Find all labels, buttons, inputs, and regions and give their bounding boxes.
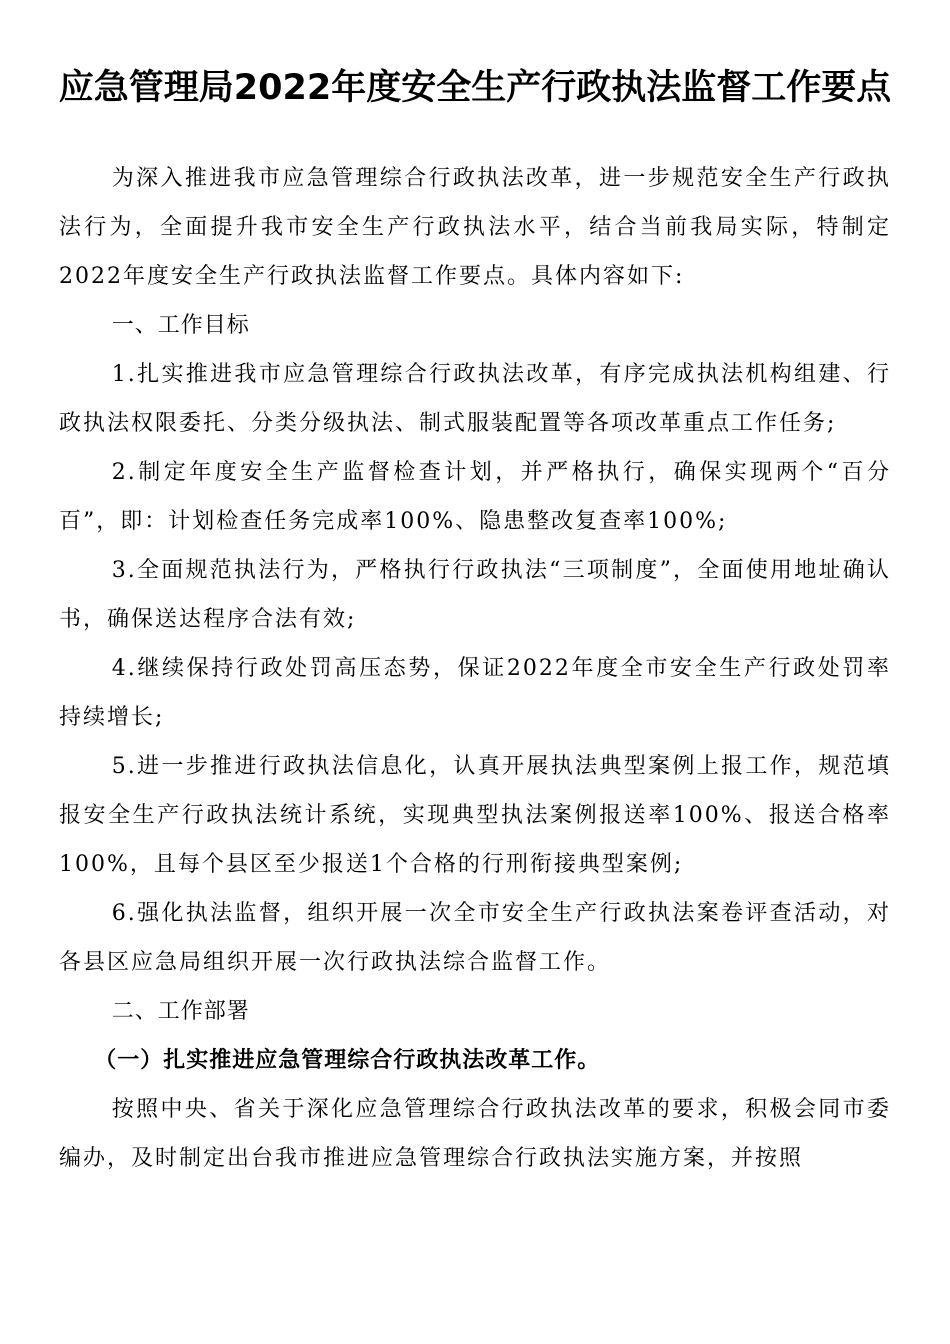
goal-item: 2.制定年度安全生产监督检查计划，并严格执行，确保实现两个“百分百”，即：计划检查任务完成率100%、隐患整改复查率100%; <box>59 460 891 534</box>
intro-paragraph: 为深入推进我市应急管理综合行政执法改革，进一步规范安全生产行政执法行为，全面提升我市安全生产行政执法水平，结合当前我局实际，特制定2022年度安全生产行政执法监督工作要点。具体内容如下: <box>59 166 891 289</box>
goal-item: 6.强化执法监督，组织开展一次全市安全生产行政执法案卷评查活动，对各县区应急局组织开展一次行政执法综合监督工作。 <box>59 901 891 975</box>
goal-item: 5.进一步推进行政执法信息化，认真开展执法典型案例上报工作，规范填报安全生产行政执法统计系统，实现典型执法案例报送率100%、报送合格率100%，且每个县区至少报送1个合格的行刑衔接典型案例; <box>59 754 891 877</box>
deployment-paragraph: 按照中央、省关于深化应急管理综合行政执法改革的要求，积极会同市委编办，及时制定出台我市推进应急管理综合行政执法实施方案，并按照 <box>59 1097 891 1171</box>
goal-item: 1.扎实推进我市应急管理综合行政执法改革，有序完成执法机构组建、行政执法权限委托、分类分级执法、制式服装配置等各项改革重点工作任务; <box>59 362 891 436</box>
document-body <box>59 154 891 1183</box>
goal-item: 4.继续保持行政处罚高压态势，保证2022年度全市安全生产行政处罚率持续增长; <box>59 656 891 730</box>
section-heading-goals: 一、工作目标 <box>111 313 250 338</box>
goal-item: 3.全面规范执法行为，严格执行行政执法“三项制度”，全面使用地址确认书，确保送达程序合法有效; <box>59 558 891 632</box>
document-title: 应急管理局2022年度安全生产行政执法监督工作要点 <box>58 68 892 108</box>
section-heading-deployment: 二、工作部署 <box>111 999 250 1024</box>
subsection-heading: （一）扎实推进应急管理综合行政执法改革工作。 <box>94 1048 601 1073</box>
